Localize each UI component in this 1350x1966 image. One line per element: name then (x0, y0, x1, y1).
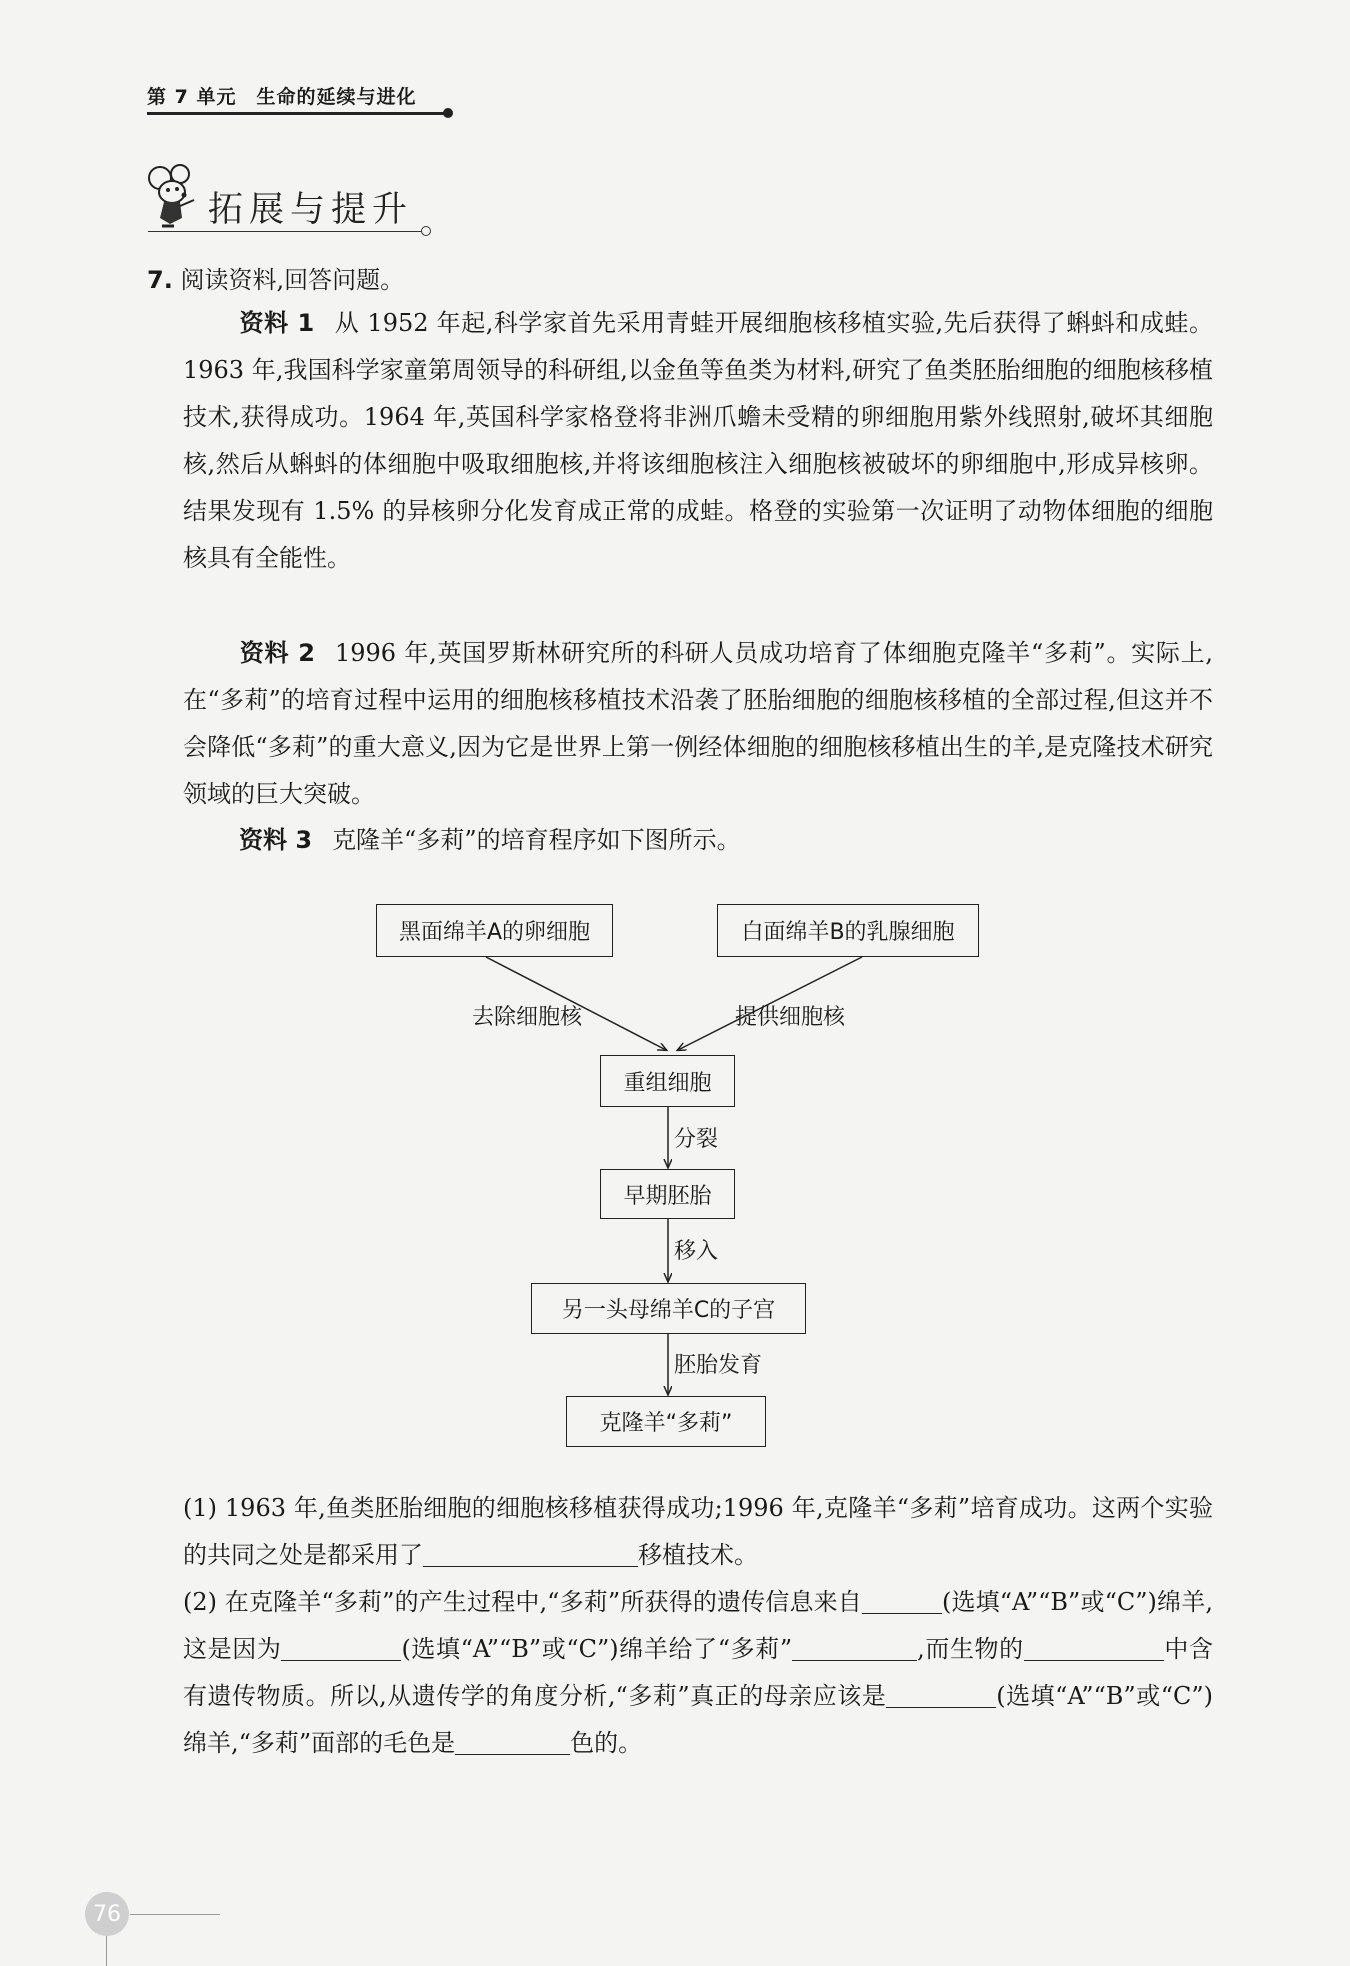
page-number-rule (130, 1914, 220, 1915)
flow-label-remove-nucleus: 去除细胞核 (472, 1005, 583, 1030)
material-1-text: 从 1952 年起,科学家首先采用青蛙开展细胞核移植实验,先后获得了蝌蚪和成蛙。1963 年,我国科学家童第周领导的科研组,以金鱼等鱼类为材料,研究了鱼类胚胎细胞的细胞核移植技术,获得成功。1964 年,英国科学家格登将非洲爪蟾未受精的卵细胞用紫外线照射,破坏其细胞核,然后从蝌蚪的体细胞中吸取细胞核,并将该细胞核注入细胞核被破坏的卵细胞中,形成异核卵。结果发现有 1.5% 的异核卵分化发育成正常的成蛙。格登的实验第一次证明了动物体细胞的细胞核具有全能性。 (183, 309, 1214, 572)
answer-blank[interactable] (1024, 1634, 1164, 1661)
subquestion-1 (183, 1485, 1213, 1579)
answer-blank[interactable] (455, 1728, 570, 1755)
subquestion-2 (183, 1579, 1213, 1767)
page-number: 76 (85, 1892, 129, 1936)
material-2-label: 资料 2 (239, 639, 315, 667)
flow-box-surrogate-uterus: 另一头母绵羊C的子宫 (531, 1283, 806, 1334)
material-2-text: 1996 年,英国罗斯林研究所的科研人员成功培育了体细胞克隆羊“多莉”。实际上,在“多莉”的培育过程中运用的细胞核移植技术沿袭了胚胎细胞的细胞核移植的全部过程,但这并不会降低“多莉”的重大意义,因为它是世界上第一例经体细胞的细胞核移植出生的羊,是克隆技术研究领域的巨大突破。 (183, 639, 1213, 808)
subquestion-2-text-a: (2) 在克隆羊“多莉”的产生过程中,“多莉”所获得的遗传信息来自 (183, 1588, 862, 1616)
section-title: 拓展与提升 (208, 190, 414, 230)
subquestion-2-text-d: ,而生物的 (917, 1635, 1024, 1663)
flow-box-sheep-b: 白面绵羊B的乳腺细胞 (717, 904, 979, 957)
answer-blank[interactable] (862, 1587, 942, 1614)
subquestion-1-text: (1) 1963 年,鱼类胚胎细胞的细胞核移植获得成功;1996 年,克隆羊“多莉”培育成功。这两个实验的共同之处是都采用了 (183, 1494, 1213, 1569)
question-number: 7. (147, 266, 173, 294)
flow-box-early-embryo: 早期胚胎 (600, 1169, 735, 1219)
flow-box-sheep-a: 黑面绵羊A的卵细胞 (376, 904, 613, 957)
subquestion-2-text-c: (选填“A”“B”或“C”)绵羊给了“多莉” (401, 1635, 793, 1663)
subquestion-2-text-g: 色的。 (570, 1729, 643, 1757)
answer-blank[interactable] (792, 1634, 917, 1661)
flow-label-embryo-development: 胚胎发育 (674, 1353, 763, 1378)
answer-blank[interactable] (886, 1681, 996, 1708)
subquestion-1-tail: 移植技术。 (638, 1541, 758, 1569)
flow-label-provide-nucleus: 提供细胞核 (735, 1005, 846, 1030)
material-3-label: 资料 3 (239, 826, 313, 854)
answer-blank[interactable] (281, 1634, 401, 1661)
flow-box-dolly: 克隆羊“多莉” (566, 1396, 766, 1447)
page-margin-rule (106, 1936, 107, 1966)
flow-label-divide: 分裂 (674, 1127, 719, 1152)
subquestion-2-text-f: (选填“A”“B”或“C”)绵羊,“多莉”面部的毛色是 (183, 1682, 1213, 1757)
flow-label-transfer: 移入 (674, 1239, 719, 1264)
answer-blank[interactable] (423, 1540, 638, 1567)
question-prompt: 阅读资料,回答问题。 (180, 266, 405, 294)
material-3-text: 克隆羊“多莉”的培育程序如下图所示。 (332, 826, 741, 854)
unit-header: 第 7 单元 生命的延续与进化 (147, 86, 417, 108)
subquestion-2-text-b: (选填“A”“B”或“C”)绵羊,这是因为 (183, 1588, 1213, 1663)
flow-box-recombined-cell: 重组细胞 (600, 1055, 735, 1107)
subquestion-2-text-e: 中含有遗传物质。所以,从遗传学的角度分析,“多莉”真正的母亲应该是 (183, 1635, 1214, 1710)
material-1-label: 资料 1 (239, 309, 315, 337)
